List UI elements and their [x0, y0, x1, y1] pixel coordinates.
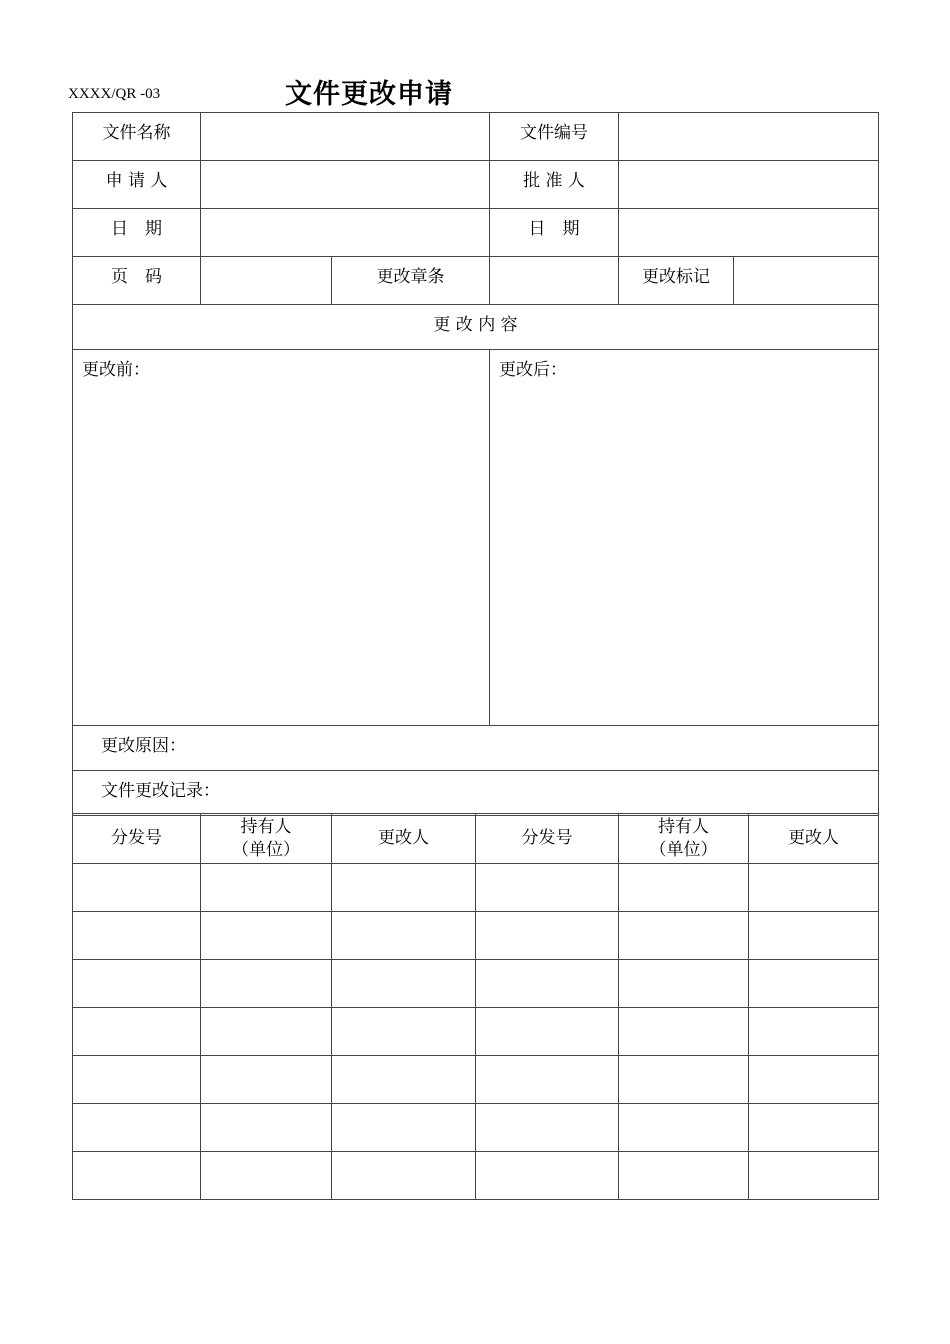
approve-date-field[interactable]: [619, 209, 879, 257]
table-cell[interactable]: [619, 1104, 749, 1152]
table-cell[interactable]: [749, 912, 879, 960]
approver-field[interactable]: [619, 161, 879, 209]
change-mark-label: 更改标记: [619, 257, 734, 305]
form-row-before-after: [73, 350, 879, 726]
form-row-dates: [73, 209, 879, 257]
table-cell[interactable]: [476, 1152, 619, 1200]
table-cell[interactable]: [201, 912, 332, 960]
change-content-header: 更 改 内 容: [73, 305, 879, 350]
file-number-field[interactable]: [619, 113, 879, 161]
col-header-dist-no-2: 分发号: [476, 814, 619, 864]
table-cell[interactable]: [619, 1056, 749, 1104]
table-cell[interactable]: [332, 864, 476, 912]
after-change-label: 更改后：: [499, 360, 567, 380]
form-row-content-header: [73, 305, 879, 350]
table-cell[interactable]: [619, 1008, 749, 1056]
before-change-label: 更改前：: [82, 360, 150, 380]
form-row-file: [73, 113, 879, 161]
form-row-people: [73, 161, 879, 209]
page-title: 文件更改申请: [285, 79, 453, 110]
table-cell[interactable]: [73, 1152, 201, 1200]
form-row-record: [73, 771, 879, 816]
table-row: [73, 960, 879, 1008]
table-cell[interactable]: [749, 1056, 879, 1104]
col-header-changer: 更改人: [332, 814, 476, 864]
table-cell[interactable]: [73, 960, 201, 1008]
table-cell[interactable]: [476, 1008, 619, 1056]
table-cell[interactable]: [749, 1152, 879, 1200]
table-cell[interactable]: [749, 1104, 879, 1152]
approve-date-label: 日 期: [490, 209, 619, 257]
clause-field[interactable]: [490, 257, 619, 305]
distribution-header-row: [73, 814, 879, 864]
table-cell[interactable]: [749, 960, 879, 1008]
table-cell[interactable]: [476, 1104, 619, 1152]
table-cell[interactable]: [73, 864, 201, 912]
file-name-label: 文件名称: [73, 113, 201, 161]
table-cell[interactable]: [201, 960, 332, 1008]
table-cell[interactable]: [749, 864, 879, 912]
table-cell[interactable]: [749, 1008, 879, 1056]
approver-label: 批 准 人: [490, 161, 619, 209]
page-number-label: 页 码: [73, 257, 201, 305]
change-mark-field[interactable]: [734, 257, 879, 305]
document-code: XXXX/QR -03: [68, 86, 161, 102]
table-cell[interactable]: [73, 912, 201, 960]
table-cell[interactable]: [619, 1152, 749, 1200]
table-row: [73, 912, 879, 960]
col-header-holder: 持有人 （单位）: [201, 814, 332, 864]
table-cell[interactable]: [476, 960, 619, 1008]
col-header-dist-no: 分发号: [73, 814, 201, 864]
table-cell[interactable]: [73, 1008, 201, 1056]
table-cell[interactable]: [619, 864, 749, 912]
table-cell[interactable]: [332, 1152, 476, 1200]
table-cell[interactable]: [201, 1152, 332, 1200]
form-row-page-clause: [73, 257, 879, 305]
table-cell[interactable]: [201, 1008, 332, 1056]
clause-label: 更改章条: [332, 257, 490, 305]
table-cell[interactable]: [332, 1104, 476, 1152]
table-cell[interactable]: [201, 1056, 332, 1104]
distribution-table: [72, 813, 879, 1200]
file-name-field[interactable]: [201, 113, 490, 161]
table-row: [73, 1152, 879, 1200]
change-record-label: 文件更改记录：: [101, 781, 220, 801]
change-request-form: [72, 112, 879, 816]
table-cell[interactable]: [73, 1104, 201, 1152]
table-cell[interactable]: [201, 1104, 332, 1152]
file-number-label: 文件编号: [490, 113, 619, 161]
table-cell[interactable]: [332, 960, 476, 1008]
table-cell[interactable]: [332, 912, 476, 960]
apply-date-field[interactable]: [201, 209, 490, 257]
col-header-holder-2: 持有人 （单位）: [619, 814, 749, 864]
table-cell[interactable]: [619, 960, 749, 1008]
page-number-field[interactable]: [201, 257, 332, 305]
table-row: [73, 864, 879, 912]
table-cell[interactable]: [619, 912, 749, 960]
before-change-area[interactable]: [73, 350, 490, 726]
change-record-area: [73, 771, 879, 816]
table-cell[interactable]: [332, 1056, 476, 1104]
after-change-area[interactable]: [490, 350, 879, 726]
apply-date-label: 日 期: [73, 209, 201, 257]
applicant-label: 申 请 人: [73, 161, 201, 209]
table-row: [73, 1008, 879, 1056]
table-cell[interactable]: [73, 1056, 201, 1104]
form-row-reason: [73, 726, 879, 771]
col-header-changer-2: 更改人: [749, 814, 879, 864]
applicant-field[interactable]: [201, 161, 490, 209]
table-row: [73, 1104, 879, 1152]
table-cell[interactable]: [476, 912, 619, 960]
table-cell[interactable]: [201, 864, 332, 912]
table-cell[interactable]: [476, 864, 619, 912]
table-row: [73, 1056, 879, 1104]
change-reason-area[interactable]: [73, 726, 879, 771]
table-cell[interactable]: [476, 1056, 619, 1104]
table-cell[interactable]: [332, 1008, 476, 1056]
change-reason-label: 更改原因：: [101, 736, 186, 756]
